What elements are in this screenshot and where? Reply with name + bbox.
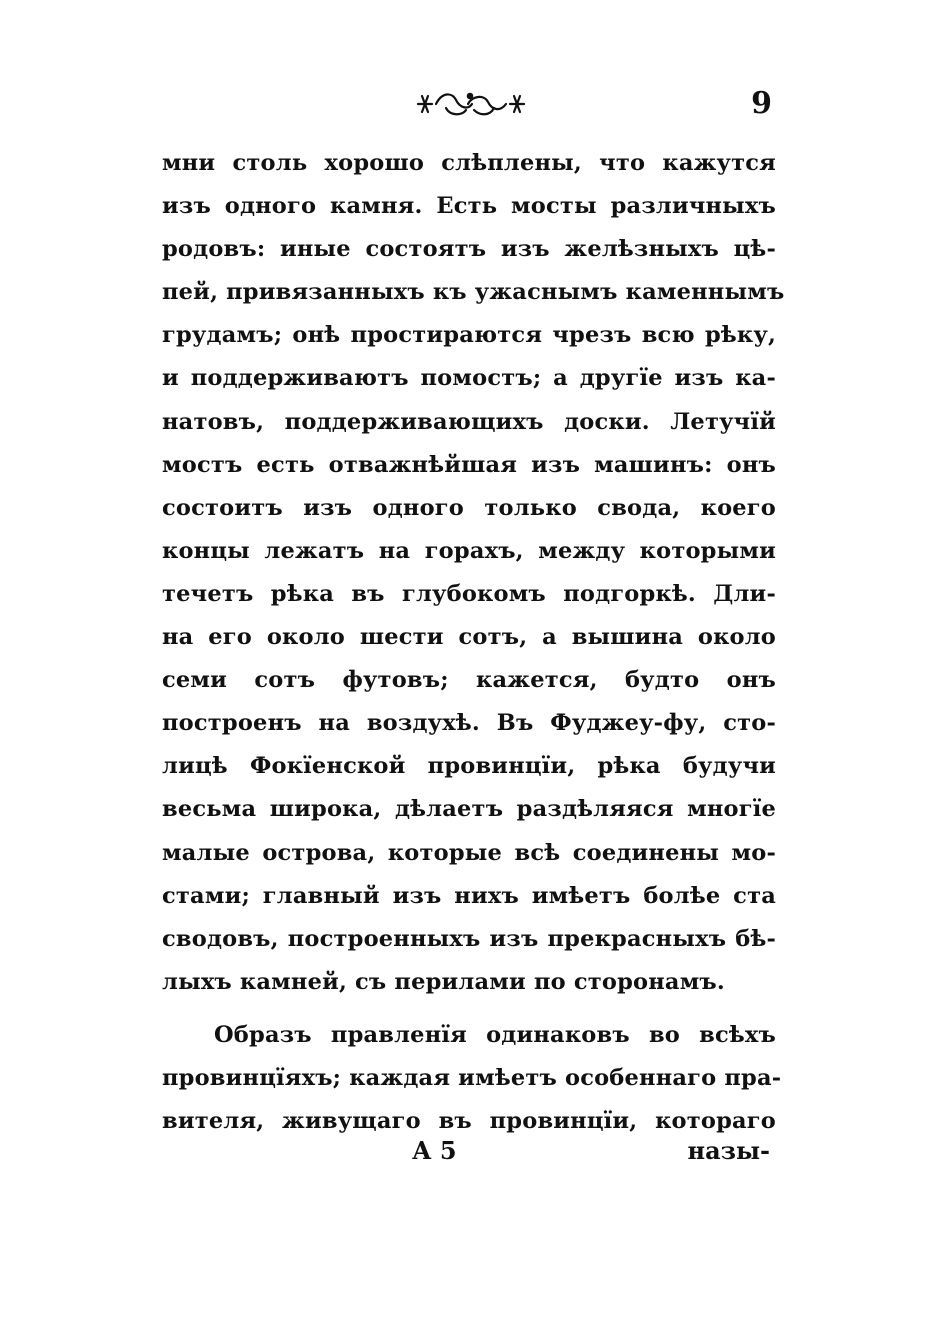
text-line: вителя, живущаго въ провинцїи, котораго [162, 1108, 776, 1135]
text-line: Образъ правленїя одинаковъ во всѣхъ [214, 1021, 776, 1048]
text-line: сводовъ, построенныхъ изъ прекрасныхъ бѣ- [162, 925, 776, 952]
body-text [162, 142, 785, 1143]
catchword: назы- [687, 1136, 770, 1165]
text-line: мни столь хорошо слѣплены, что кажутся [162, 150, 776, 176]
page-footer [162, 1136, 776, 1176]
signature-mark: А 5 [412, 1136, 457, 1165]
text-line: натовъ, поддерживающихъ доски. Летучїй [162, 408, 776, 435]
text-line: пей, привязанныхъ къ ужаснымъ каменнымъ [162, 279, 785, 306]
text-line: провинцїяхъ; каждая имѣетъ особеннаго пра- [162, 1064, 782, 1091]
floral-ornament-icon [410, 86, 530, 122]
text-line: грудамъ; онѣ простираются чрезъ всю рѣку, [162, 322, 776, 349]
text-line: лыхъ камней, съ перилами по сторонамъ. [162, 968, 725, 995]
text-line: малые острова, которые всѣ соединены мо- [162, 839, 776, 866]
text-line: течетъ рѣка въ глубокомъ подгоркѣ. Дли- [162, 580, 776, 607]
text-line: на его около шести сотъ, а вышина около [162, 624, 776, 651]
text-line: весьма широка, дѣлаетъ раздѣляяся многїе [162, 796, 776, 823]
page-header [160, 86, 776, 126]
text-line: состоитъ изъ одного только свода, коего [162, 494, 776, 521]
text-line: построенъ на воздухѣ. Въ Фуджеу-фу, сто- [162, 710, 776, 737]
text-line: мостъ есть отважнѣйшая изъ машинъ: онъ [162, 451, 776, 478]
text-line: стами; главный изъ нихъ имѣетъ болѣе ста [162, 882, 776, 909]
paragraph [162, 1014, 782, 1143]
text-line: концы лежатъ на горахъ, между которыми [162, 537, 776, 564]
text-line: семи сотъ футовъ; кажется, будто онъ [162, 667, 776, 694]
text-line: изъ одного камня. Есть мосты различныхъ [162, 193, 776, 220]
paragraph-gap [162, 1004, 776, 1014]
text-line: лицѣ Фокїенской провинцїи, рѣка будучи [162, 753, 776, 780]
text-line: и поддерживаютъ помостъ; а другїе изъ ка- [162, 365, 776, 392]
text-line: родовъ: иные состоятъ изъ желѣзныхъ цѣ- [162, 236, 776, 263]
page-number: 9 [751, 86, 772, 121]
paragraph [162, 142, 785, 1004]
